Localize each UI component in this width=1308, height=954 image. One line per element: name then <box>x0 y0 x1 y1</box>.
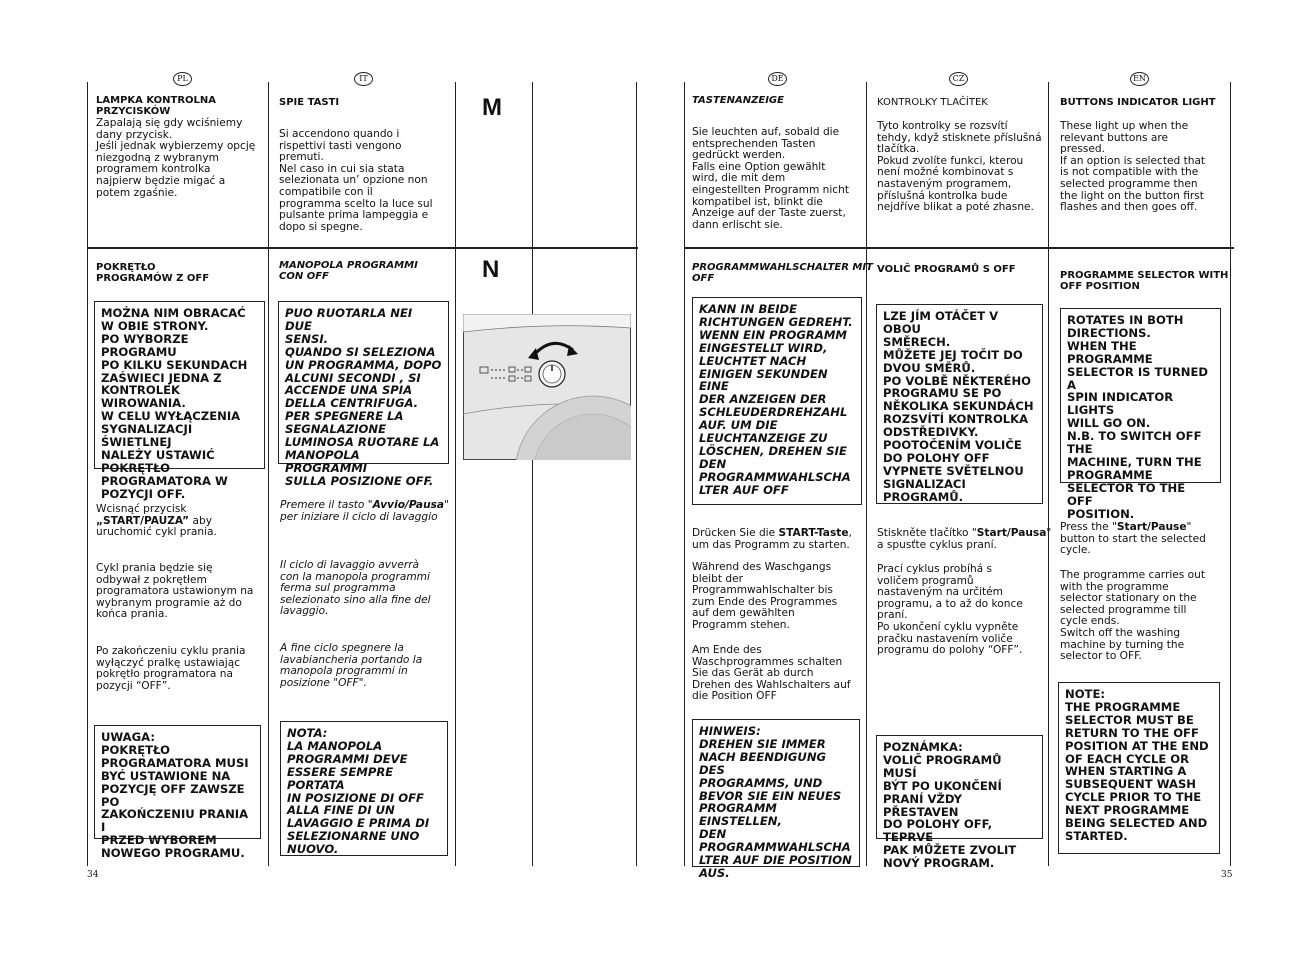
section-heading-cz-selector: VOLIČ PROGRAMŮ S OFF <box>877 264 1016 275</box>
note-box-pl: UWAGA: POKRĘTŁO PROGRAMATORA MUSI BYĆ USTAWIONE NA POZYCJĘ OFF ZAWSZE PO ZAKOŃCZENIU PRANIA I PRZED WYBOREM NOWEGO PROGRAMU. <box>94 725 261 839</box>
section-letter-n: N <box>482 256 500 283</box>
body-text-it-end: A fine ciclo spegnere la lavabiancheria portando la manopola programmi in posizione "OFF". <box>280 642 423 689</box>
instruction-text-cz-start: Stiskněte tlačítko "Start/Pausa" a spusťte cyklus praní. <box>877 527 1052 551</box>
column-divider <box>455 82 456 866</box>
body-text-cz-cycle: Prací cyklus probíhá s voličem programů nastaveným na určitém programu, a to až do konce praní. Po ukončení cyklu vypněte pračku nastavením voliče programu do polohy “OFF”. <box>877 563 1023 657</box>
column-divider <box>1048 82 1049 866</box>
section-heading-it-selector: MANOPOLA PROGRAMMI CON OFF <box>279 260 418 282</box>
body-text-pl-cycle: Cykl prania będzie się odbywał z pokrętłem programatora ustawionym na wybranym programie aż do końca prania. <box>96 562 254 621</box>
section-heading-de-selector: PROGRAMMWAHLSCHALTER MIT OFF <box>692 262 873 284</box>
column-divider <box>1230 82 1231 866</box>
page-number-right: 35 <box>1221 870 1233 880</box>
section-heading-en-selector: PROGRAMME SELECTOR WITH OFF POSITION <box>1060 270 1229 292</box>
section-heading-pl-indicator: LAMPKA KONTROLNA PRZYCISKÓW <box>96 95 217 117</box>
body-text-cz-indicator: Tyto kontrolky se rozsvítí tehdy, když stisknete příslušná tlačítka. Pokud zvolíte funkci, kterou není možné kombinovat s nastaveným programem, příslušná kontrolka bude nejdříve blikat a poté zhasne. <box>877 120 1042 214</box>
column-divider <box>684 82 685 866</box>
info-box-cz-selector: LZE JÍM OTÁČET V OBOU SMĚRECH. MŮŽETE JEJ TOČIT DO DVOU SMĚRŮ. PO VOLBĚ NĚKTERÉHO PROGRAMU SE PO NĚKOLIKA SEKUNDÁCH ROZSVÍTÍ KONTROLKA ODSTŘEDIVKY. POOTOČENÍM VOLIČE DO POLOHY OFF VYPNETE SVĚTELNOU SIGNALIZACI PROGRAMŮ. <box>876 304 1043 504</box>
body-text-en-cycle: The programme carries out with the programme selector stationary on the selected programme till cycle ends. Switch off the washing machine by turning the selector to OFF. <box>1060 569 1206 663</box>
instruction-text-it-start: Premere il tasto "Avvio/Pausa" per iniziare il ciclo di lavaggio <box>280 499 449 523</box>
language-badge-de: DE <box>768 72 787 86</box>
section-divider <box>684 247 1234 249</box>
language-badge-it: IT <box>354 72 373 86</box>
program-selector-illustration <box>463 314 631 460</box>
body-text-pl-indicator: Zapalają się gdy wciśniemy dany przycisk. Jeśli jednak wybierzemy opcję niezgodną z wybranym programem kontrolka najpierw będzie migać a potem zgaśnie. <box>96 117 256 199</box>
column-divider <box>532 82 533 866</box>
info-box-de-selector: KANN IN BEIDE RICHTUNGEN GEDREHT. WENN EIN PROGRAMM EINGESTELLT WIRD, LEUCHTET NACH EINIGEN SEKUNDEN EINE DER ANZEIGEN DER SCHLEUDERDREHZAHL AUF. UM DIE LEUCHTANZEIGE ZU LÖSCHEN, DREHEN SIE DEN PROGRAMMWAHLSCHA LTER AUF OFF <box>692 297 862 505</box>
section-heading-cz-indicator: KONTROLKY TLAČÍTEK <box>877 97 988 108</box>
column-divider <box>268 82 269 866</box>
page-number-left: 34 <box>87 870 99 880</box>
body-text-pl-end: Po zakończeniu cyklu prania wyłączyć pralkę ustawiając pokrętło programatora na pozycji “OFF”. <box>96 645 246 692</box>
language-badge-en: EN <box>1130 72 1149 86</box>
body-text-de-cycle: Während des Waschgangs bleibt der Programmwahlschalter bis zum Ende des Programmes auf dem gewählten Programm stehen. <box>692 561 838 631</box>
body-text-de-indicator: Sie leuchten auf, sobald die entsprechenden Tasten gedrückt werden. Falls eine Option gewählt wird, die mit dem eingestellten Programm nicht kompatibel ist, blinkt die Anzeige auf der Taste zuerst, dann erlischt sie. <box>692 126 849 231</box>
instruction-text-en-start: Press the "Start/Pause" button to start the selected cycle. <box>1060 521 1206 557</box>
section-heading-de-indicator: TASTENANZEIGE <box>692 95 784 106</box>
column-divider <box>87 82 88 866</box>
body-text-it-cycle: Il ciclo di lavaggio avverrà con la manopola programmi ferma sul programma selezionato sino alla fine del lavaggio. <box>280 559 431 618</box>
note-box-it: NOTA: LA MANOPOLA PROGRAMMI DEVE ESSERE SEMPRE PORTATA IN POSIZIONE DI OFF ALLA FINE DI UN LAVAGGIO E PRIMA DI SELEZIONARNE UNO NUOVO. <box>280 721 448 856</box>
note-box-cz: POZNÁMKA: VOLIČ PROGRAMŮ MUSÍ BÝT PO UKONČENÍ PRANÍ VŽDY PŘESTAVEN DO POLOHY OFF, TEPRVE PAK MŮŽETE ZVOLIT NOVÝ PROGRAM. <box>876 735 1043 839</box>
column-divider <box>636 82 637 866</box>
section-divider <box>87 247 638 249</box>
body-text-de-end: Am Ende des Waschprogrammes schalten Sie das Gerät ab durch Drehen des Wahlschalters auf die Position OFF <box>692 644 851 703</box>
info-box-pl-selector: MOŻNA NIM OBRACAĆ W OBIE STRONY. PO WYBORZE PROGRAMU PO KILKU SEKUNDACH ZAŚWIECI JEDNA Z KONTROLEK WIROWANIA. W CELU WYŁĄCZENIA SYGNALIZACJI ŚWIETLNEJ NALEŻY USTAWIĆ POKRĘTŁO PROGRAMATORA W POZYCJI OFF. <box>94 301 265 469</box>
program-selector-knob-icon <box>539 361 565 387</box>
instruction-text-pl-start: Wcisnąć przycisk „START/PAUZA” aby uruchomić cykl prania. <box>96 503 217 539</box>
body-text-en-indicator: These light up when the relevant buttons are pressed. If an option is selected that is not compatible with the selected programme then the light on the button first flashes and then goes off. <box>1060 120 1206 214</box>
note-box-de: HINWEIS: DREHEN SIE IMMER NACH BEENDIGUNG DES PROGRAMMS, UND BEVOR SIE EIN NEUES PROGRAMM EINSTELLEN, DEN PROGRAMMWAHLSCHA LTER AUF DIE POSITION AUS. <box>692 719 860 867</box>
language-badge-cz: CZ <box>949 72 968 86</box>
body-text-it-indicator: Si accendono quando i rispettivi tasti vengono premuti. Nel caso in cui sia stata selezionata un’ opzione non compatibile con il programma scelto la luce sul pulsante prima lampeggia e dopo si spegne. <box>279 128 433 233</box>
language-badge-pl: PL <box>173 72 192 86</box>
note-box-en: NOTE: THE PROGRAMME SELECTOR MUST BE RETURN TO THE OFF POSITION AT THE END OF EACH CYCLE OR WHEN STARTING A SUBSEQUENT WASH CYCLE PRIOR TO THE NEXT PROGRAMME BEING SELECTED AND STARTED. <box>1058 682 1220 854</box>
section-heading-it-indicator: SPIE TASTI <box>279 97 340 108</box>
column-divider <box>866 82 867 866</box>
section-heading-pl-selector: POKRĘTŁO PROGRAMÓW Z OFF <box>96 262 210 284</box>
info-box-it-selector: PUO RUOTARLA NEI DUE SENSI. QUANDO SI SELEZIONA UN PROGRAMMA, DOPO ALCUNI SECONDI , SI ACCENDE UNA SPIA DELLA CENTRIFUGA. PER SPEGNERE LA SEGNALAZIONE LUMINOSA RUOTARE LA MANOPOLA PROGRAMMI SULLA POSIZIONE OFF. <box>278 301 449 464</box>
section-letter-m: M <box>482 94 502 121</box>
info-box-en-selector: ROTATES IN BOTH DIRECTIONS. WHEN THE PROGRAMME SELECTOR IS TURNED A SPIN INDICATOR LIGHTS WILL GO ON. N.B. TO SWITCH OFF THE MACHINE, TURN THE PROGRAMME SELECTOR TO THE OFF POSITION. <box>1060 308 1221 483</box>
section-heading-en-indicator: BUTTONS INDICATOR LIGHT <box>1060 97 1216 108</box>
instruction-text-de-start: Drücken Sie die START-Taste, um das Programm zu starten. <box>692 527 852 551</box>
